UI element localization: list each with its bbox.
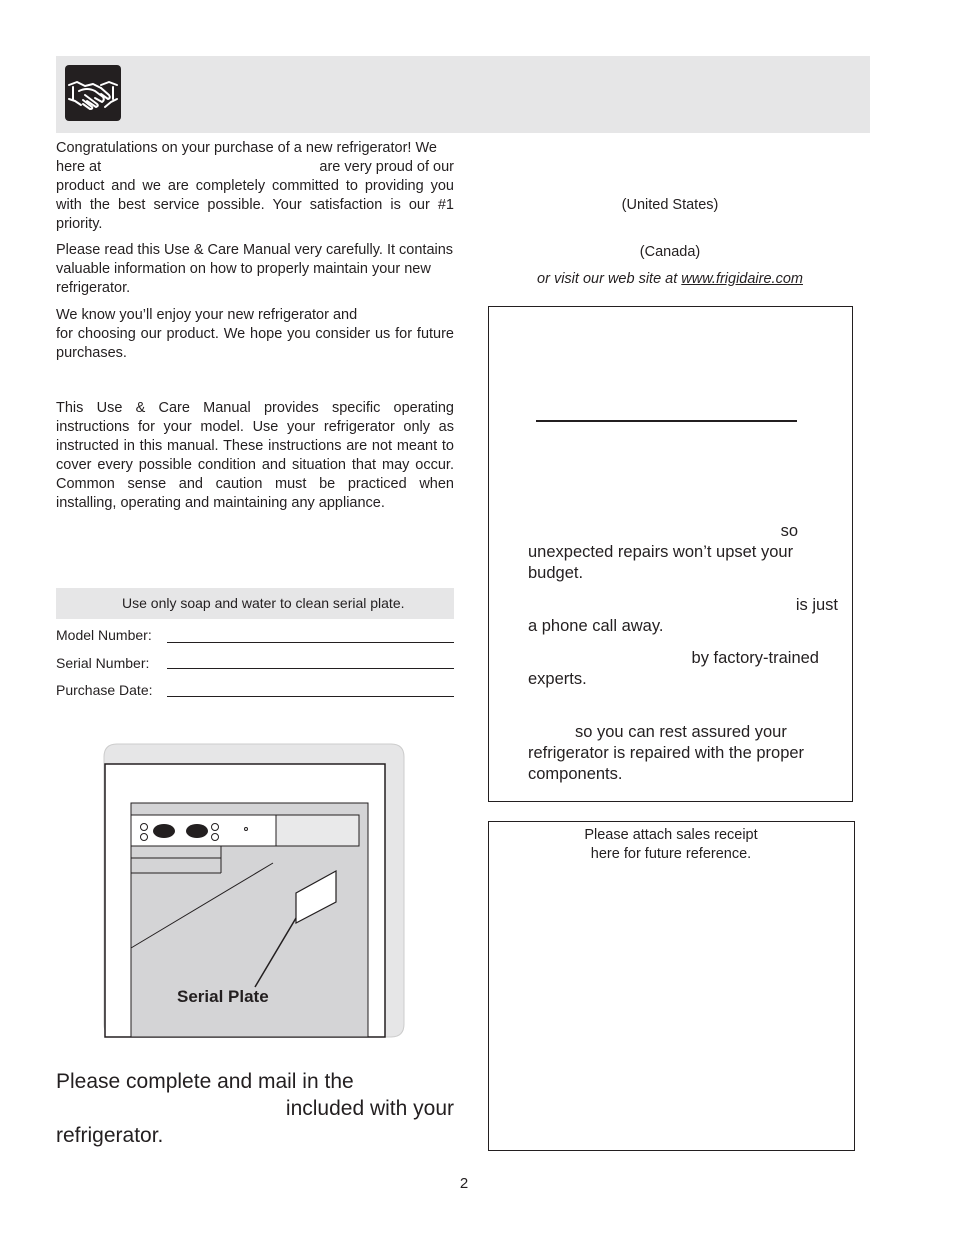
registration-line-3: refrigerator. (56, 1124, 164, 1147)
serial-number-label: Serial Number: (56, 655, 150, 671)
plan-b1-line3: budget. (528, 564, 584, 582)
plan-benefit-2 (528, 595, 838, 637)
intro-line-1: Congratulations on your purchase of a new refrigerator! We (56, 140, 437, 156)
purchase-date-label: Purchase Date: (56, 682, 153, 698)
plan-divider (536, 420, 797, 422)
plan-b2-line2: a phone call away. (528, 617, 664, 635)
registration-line-2: included with your (285, 1097, 454, 1120)
contact-web (470, 271, 870, 287)
registration-line-1: Please complete and mail in the (56, 1070, 354, 1093)
plan-b4-line3: components. (528, 765, 623, 783)
usage-paragraph: This Use & Care Manual provides specific operating instructions for your model. Use your refrigerator only as instructed in this manual. These instructions are not meant to cover every possible condition and situation that may occur. Common sense and caution must be practiced when installing, operating and maintaining any appliance. (56, 400, 454, 511)
web-prefix: or visit our web site at (537, 271, 678, 287)
plan-benefit-1 (528, 521, 838, 584)
model-number-label: Model Number: (56, 627, 152, 643)
intro-line-rest: product and we are completely committed to providing you with the best service possible. Your satisfaction is our #1 priority. (56, 178, 454, 232)
intro-paragraph-3 (56, 306, 454, 363)
receipt-line-1: Please attach sales receipt (584, 827, 758, 843)
registration-reminder (56, 1068, 454, 1149)
intro-paragraph-2: Please read this Use & Care Manual very carefully. It contains valuable information on how to properly maintain your new refrigerator. (56, 242, 454, 296)
page-number: 2 (459, 1175, 469, 1192)
serial-number-field[interactable] (167, 668, 454, 669)
serial-note-text: Use only soap and water to clean serial plate. (122, 595, 405, 611)
serial-note-band (56, 588, 454, 619)
plan-b4-line1: so you can rest assured your (575, 723, 787, 741)
refrigerator-illustration (103, 743, 405, 1038)
plan-b1-line2: unexpected repairs won’t upset your (528, 543, 794, 561)
serial-plate-label: Serial Plate (177, 987, 269, 1006)
intro-line-2b: are very proud of our (319, 159, 454, 175)
contact-us: (United States) (621, 197, 719, 213)
web-link[interactable]: www.frigidaire.com (681, 271, 803, 287)
plan-benefit-3 (528, 648, 838, 690)
sales-receipt-box (488, 821, 855, 1151)
plan-b2-tail: is just (795, 596, 838, 614)
purchase-date-field[interactable] (167, 696, 454, 697)
plan-b1-tail: so (780, 522, 798, 540)
intro-line-2a: here at (56, 159, 102, 175)
plan-b3-tail: by factory-trained (691, 649, 819, 667)
intro-paragraph-1 (56, 139, 454, 234)
contact-canada: (Canada) (639, 244, 701, 260)
intro-p3-rest: for choosing our product. We hope you consider us for future purchases. (56, 326, 454, 361)
handshake-icon (65, 65, 121, 121)
plan-b3-line2: experts. (528, 670, 587, 688)
header-band (56, 56, 870, 133)
model-number-field[interactable] (167, 642, 454, 643)
receipt-line-2: here for future reference. (590, 846, 752, 862)
plan-b4-line2: refrigerator is repaired with the proper (528, 744, 805, 762)
plan-benefit-4 (528, 722, 838, 785)
intro-p3-line1: We know you’ll enjoy your new refrigerator and (56, 307, 358, 323)
